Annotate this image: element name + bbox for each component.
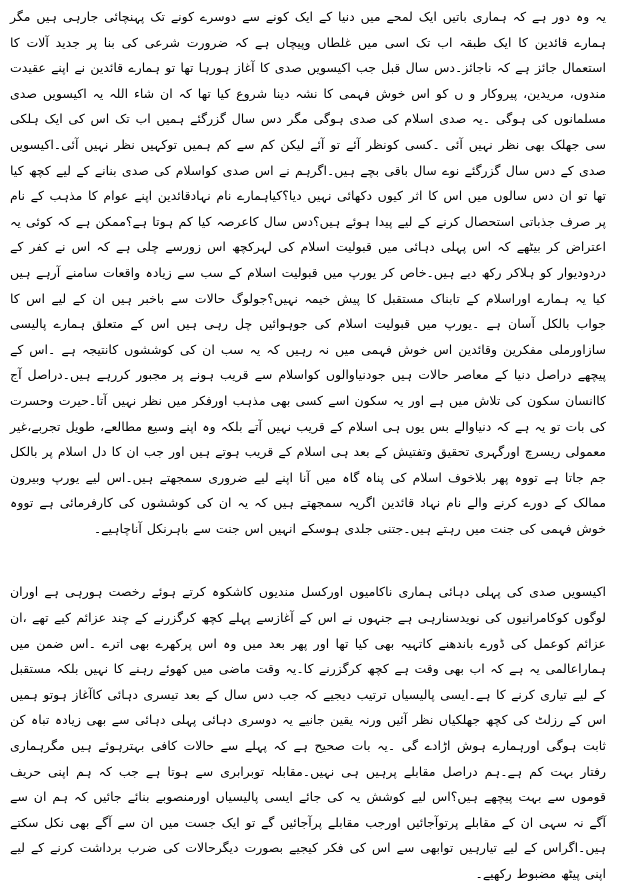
paragraph-spacer [10, 541, 606, 579]
article-paragraph-1: یہ وہ دور ہے کہ ہماری باتیں ایک لمحے میں دنیا کے ایک کونے سے دوسرے کونے تک پہنچائی جارہی ہیں مگر ہمارے قائدین کا ایک طبقہ اب تک اسی میں غلطاں وپیچاں ہے کہ ضرورت شرعی کی بنا پر جدید آلات کا استعمال جائز ہے کہ ناجائز۔دس سال قبل جب اکیسویں صدی کا آغاز ہورہا تھا تو ہمارے قائدین نے اپنے عقیدت مندوں، مریدین، پیروکار و ں کو اس خوش فہمی کا نشہ دینا شروع کیا تھا کہ ان شاء اللہ یہ اکیسویں صدی مسلمانوں کی ہوگی ۔یہ صدی اسلام کی صدی ہوگی مگر دس سال گزرگئے ہمیں اب تک اس کی ایک ہلکی سی جھلک بھی نظر نہیں آئی ۔کسی کونظر آئے تو آئے لیکن کم سے کم ہمیں توکہیں نظر نہیں آئی۔اکیسویں صدی کے دس سال گزرگئے نوے سال باقی بچے ہیں۔اگرہم نے اس صدی کواسلام کی صدی بنانے کے لیے کچھ کیا تھا تو ان دس سالوں میں اس کا اثر کیوں دکھائی نہیں دیا؟کیاہمارے نام نہادقائدین اپنے عوام کا مذہب کے نام پر صرف جذباتی استحصال کرنے کے لیے پیدا ہوئے ہیں؟دس سال کاعرصہ کیا کم ہوتا ہے؟ممکن ہے کہ کوئی یہ اعتراض کر بیٹھے کہ اس پہلی دہائی میں قبولیت اسلام کی لہرکچھ اس زورسے چلی ہے کہ اس نے کفر کے دردودیوار کو ہلاکر رکھ دیے ہیں۔خاص کر یورپ میں قبولیت اسلام کے سب سے زیادہ واقعات سامنے آرہے ہیں کیا یہ ہمارے اوراسلام کے تابناک مستقبل کا پیش خیمہ نہیں؟جولوگ حالات سے باخبر ہیں ان کے لیے اس کا جواب بالکل آسان ہے ۔یورپ میں قبولیت اسلام کی جوہوائیں چل رہی ہیں اس کے متعلق ہمارے پالیسی سازاورملی مفکرین وقائدین اس خوش فہمی میں نہ رہیں کہ یہ سب ان کی کوششوں کانتیجہ ہے ۔اس کے پیچھے دراصل دنیا کے معاصر حالات ہیں جودنیاوالوں کواسلام سے قریب ہونے پر مجبور کررہے ہیں۔دراصل آج کاانسان سکون کی تلاش میں ہے اور یہ سکون اسے کسی بھی مذہب اورفکر میں نظر نہیں آتا۔حیرت وحسرت کی بات تو یہ ہے کہ دنیاوالے بس یوں ہی اسلام کے قریب نہیں آتے بلکہ وہ اپنے وسیع مطالعے، طویل تجربے،غیر معمولی ریسرچ اورگہری تحقیق وتفتیش کے بعد ہی اسلام کے قریب ہوتے ہیں اور جب ان کا دل اسلام پر بالکل جم جاتا ہے تووہ پھر بلاخوف اسلام کی پناہ گاہ میں آنا اپنے لیے ضروری سمجھتے ہیں۔اس لیے یورپ وبیرون ممالک کے دورے کرنے والے نام نہاد قائدین اگریہ سمجھتے ہیں کہ یہ ان کی کوششوں کی کارفرمائی ہے تووہ خوش فہمی کی جنت میں رہتے ہیں۔جتنی جلدی ہوسکے انہیں اس جنت سے باہرنکل آناچاہیے۔ [10, 9, 606, 536]
article-paragraph-2: اکیسویں صدی کی پہلی دہائی ہماری ناکامیوں اورکسل مندیوں کاشکوہ کرتے ہوئے رخصت ہورہی ہے اوران لوگوں کوکامرانیوں کی نویدسنارہی ہے جنہوں نے اس کے آغازسے پہلے کچھ کرگزرنے کے چند عزائم کیے تھے ،ان عزائم کوعمل کی ڈورے باندھنے کاتہیہ بھی کیا تھا اور پھر بعد میں وہ اس پرکھرے بھی اترے ۔اس ضمن میں ہماراعالمی یہ ہے کہ اب بھی وقت ہے کچھ کرگزرنے کا۔یہ وقت ماضی میں کھوئے رہنے کا نہیں بلکہ مستقبل کے لیے تیاری کرنے کا ہے۔ایسی پالیسیاں ترتیب دیجیے کہ جب دس سال کے بعد تیسری دہائی کاآغاز ہوتو ہمیں اس کے رزلٹ کی کچھ جھلکیاں نظر آئیں ورنہ یقین جانیے یہ دوسری دہائی پہلی دہائی سے بھی زیادہ تباہ کن ثابت ہوگی اورہمارے ہوش اڑادے گی ۔یہ بات صحیح ہے کہ پہلے سے حالات کافی بہترہوئے ہیں مگرہماری رفتار بہت کم ہے۔ہم دراصل مقابلے پرہیں ہی نہیں۔مقابلہ توبرابری سے ہوتا ہے جب کہ ہم اپنی حریف قوموں سے بہت پیچھے ہیں؟اس لیے کوشش یہ کی جائے ایسی پالیسیاں اورمنصوبے بنائے جائیں کہ ہم ان سے آگے نہ سہی ان کے مقابلے پرتوآجائیں اورجب مقابلے پرآجائیں گے تو ایک جست میں ان سے آگے بھی نکل سکتے ہیں۔اگراس کے لیے تیارہیں توابھی سے اس کی فکر کیجیے بصورت دیگرحالات کی ضرب برداشت کرنے کے لیے اپنی پیٹھ مضبوط رکھیے۔ [10, 584, 606, 881]
